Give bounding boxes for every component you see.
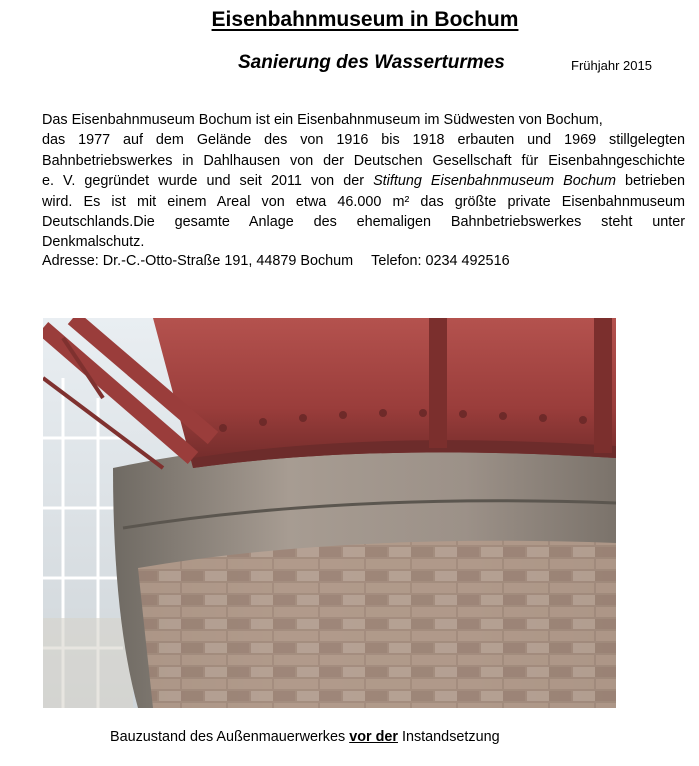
document-subtitle: Sanierung des Wasserturmes: [238, 52, 505, 73]
water-tower-photo: [43, 318, 616, 708]
photo-caption: [110, 729, 500, 745]
paragraph-line: Das Eisenbahnmuseum Bochum ist ein Eisenbahnmuseum im Südwesten von Bochum,: [42, 112, 603, 128]
paragraph-line: Deutschlands.Die gesamte Anlage des ehemaligen Bahnbetriebswerkes steht unter: [42, 214, 685, 231]
address-text: Adresse: Dr.-C.-Otto-Straße 191, 44879 Bochum: [42, 253, 354, 269]
caption-text: Bauzustand des Außenmauerwerkes: [110, 729, 350, 745]
photo-illustration: [43, 318, 616, 708]
paragraph-line: Denkmalschutz.: [42, 234, 145, 251]
paragraph-line: wird. Es ist mit einem Areal von etwa 46.000 m² das größte private Eisenbahnmuseum: [42, 193, 685, 210]
foundation-name: Stiftung Eisenbahnmuseum Bochum: [373, 173, 616, 190]
document-title: Eisenbahnmuseum in Bochum: [211, 8, 519, 31]
caption-emphasis: vor der: [349, 729, 398, 745]
paragraph-text: betrieben: [615, 173, 686, 190]
address-line: [42, 253, 510, 269]
intro-paragraph: [42, 110, 685, 253]
phone-text: Telefon: 0234 492516: [371, 253, 510, 269]
document-date: Frühjahr 2015: [571, 58, 652, 73]
paragraph-line: [42, 171, 685, 191]
paragraph-line: das 1977 auf dem Gelände des von 1916 bis 1918 erbauten und 1969 stillgelegten: [42, 132, 685, 149]
paragraph-line: Bahnbetriebswerkes in Dahlhausen von der Deutschen Gesellschaft für Eisenbahngeschichte: [42, 152, 685, 169]
caption-text: Instandsetzung: [397, 729, 500, 745]
paragraph-text: e. V. gegründet wurde und seit 2011 von der: [42, 173, 374, 190]
